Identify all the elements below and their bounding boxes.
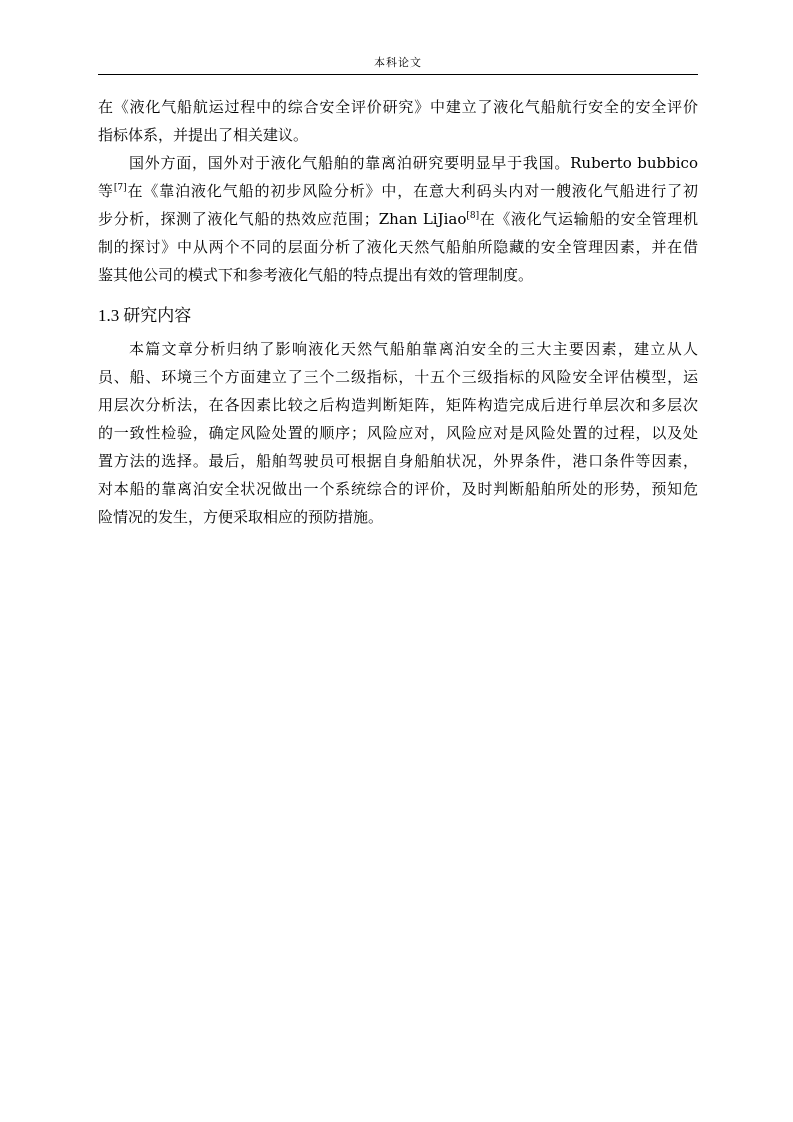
paragraph-line: 的一致性检验，确定风险处置的顺序；风险应对，风险应对是风险处置的过程，以及处 [98, 424, 698, 442]
section-heading [98, 301, 698, 331]
paragraph-line: 置方法的选择。最后，船舶驾驶员可根据自身船舶状况，外界条件，港口条件等因素， [98, 452, 698, 470]
paragraph-line: 制的探讨》中从两个不同的层面分析了液化天然气船舶所隐藏的安全管理因素，并在借 [98, 238, 698, 256]
paragraph-line: 本篇文章分析归纳了影响液化天然气船舶靠离泊安全的三大主要因素，建立从人 [129, 340, 698, 358]
paragraph-line [98, 149, 698, 177]
paragraph-line [98, 205, 698, 233]
paragraph-prior-domestic-research [98, 93, 698, 149]
paragraph-line: 在《液化气船航运过程中的综合安全评价研究》中建立了液化气船航行安全的安全评价 [98, 98, 698, 116]
paragraph-line: 对本船的靠离泊安全状况做出一个系统综合的评价，及时判断船舶所处的形势，预知危 [98, 480, 698, 498]
paragraph-line-text: 在《靠泊液化气船的初步风险分析》中，在意大利码头内对一艘液化气船进行了初 [126, 182, 698, 200]
paragraph-line: 员、船、环境三个方面建立了三个二级指标，十五个三级指标的风险安全评估模型，运 [98, 368, 698, 386]
paragraph-line-text: 在《液化气运输船的安全管理机 [479, 210, 698, 228]
paragraph-research-content [98, 335, 698, 531]
section-number: 1.3 [98, 306, 120, 325]
paragraph-line-text: 步分析，探测了液化气船的热效应范围；Zhan LiJiao [98, 210, 467, 228]
paragraph-line [98, 177, 698, 205]
page-body [98, 93, 698, 531]
section-title: 研究内容 [123, 306, 192, 325]
paragraph-line-text: 等 [98, 182, 114, 200]
page-header: 本科论文 [374, 56, 422, 69]
citation-ref: [8] [466, 211, 480, 221]
header-rule [98, 74, 698, 75]
citation-ref: [7] [113, 183, 127, 193]
paragraph-line-text: 国外方面，国外对于液化气船舶的靠离泊研究要明显早于我国。Ruberto bubbico [129, 154, 698, 172]
paragraph-line: 险情况的发生，方便采取相应的预防措施。 [98, 508, 384, 526]
paragraph-line: 指标体系，并提出了相关建议。 [98, 126, 309, 144]
paragraph-line: 用层次分析法，在各因素比较之后构造判断矩阵，矩阵构造完成后进行单层次和多层次 [98, 396, 698, 414]
paragraph-line: 鉴其他公司的模式下和参考液化气船的特点提出有效的管理制度。 [98, 266, 534, 284]
paragraph-foreign-research [98, 149, 698, 289]
